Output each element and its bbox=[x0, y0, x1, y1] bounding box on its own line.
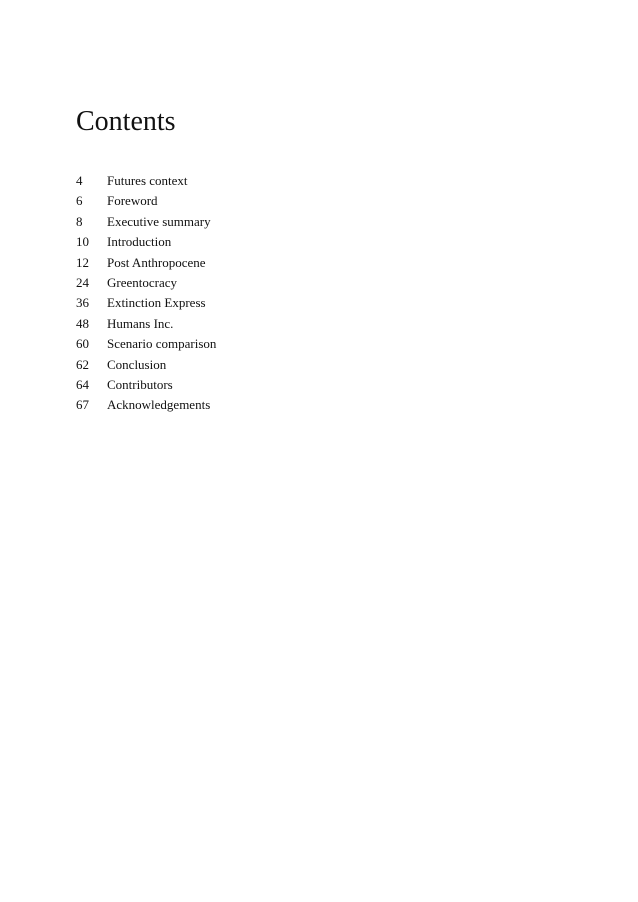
toc-page-number: 64 bbox=[76, 376, 89, 392]
toc-entry bbox=[76, 334, 216, 354]
toc-page-number: 67 bbox=[76, 397, 89, 413]
toc-page-number: 8 bbox=[76, 213, 83, 229]
table-of-contents bbox=[76, 171, 216, 416]
toc-entry bbox=[76, 191, 216, 211]
page-title: Contents bbox=[76, 106, 176, 137]
toc-entry bbox=[76, 355, 216, 375]
toc-page-number: 10 bbox=[76, 234, 89, 250]
toc-page-number: 36 bbox=[76, 295, 89, 311]
toc-page-number: 12 bbox=[76, 254, 89, 270]
toc-entry-label: Humans Inc. bbox=[107, 315, 174, 331]
toc-page-number: 48 bbox=[76, 315, 89, 331]
toc-entry-label: Greentocracy bbox=[107, 274, 178, 290]
toc-entry bbox=[76, 314, 216, 334]
toc-entry bbox=[76, 375, 216, 395]
toc-page-number: 60 bbox=[76, 336, 89, 352]
toc-entry-label: Introduction bbox=[107, 234, 172, 250]
toc-entry bbox=[76, 232, 216, 252]
toc-entry-label: Extinction Express bbox=[107, 295, 206, 311]
toc-page-number: 24 bbox=[76, 274, 89, 290]
toc-entry-label: Futures context bbox=[107, 173, 188, 188]
toc-entry bbox=[76, 253, 216, 273]
toc-entry-label: Executive summary bbox=[107, 213, 211, 229]
toc-page-number: 6 bbox=[76, 193, 83, 209]
toc-page-number: 4 bbox=[76, 173, 83, 188]
toc-entry bbox=[76, 395, 216, 415]
toc-entry-label: Acknowledgements bbox=[107, 397, 211, 413]
toc-entry bbox=[76, 293, 216, 313]
toc-entry-label: Post Anthropocene bbox=[107, 254, 206, 270]
toc-entry bbox=[76, 212, 216, 232]
toc-entry-label: Scenario comparison bbox=[107, 336, 217, 352]
toc-entry bbox=[76, 171, 216, 191]
toc-page-number: 62 bbox=[76, 356, 89, 372]
toc-entry-label: Conclusion bbox=[107, 356, 167, 372]
toc-entry-label: Contributors bbox=[107, 376, 173, 392]
toc-entry bbox=[76, 273, 216, 293]
toc-entry-label: Foreword bbox=[107, 193, 158, 209]
